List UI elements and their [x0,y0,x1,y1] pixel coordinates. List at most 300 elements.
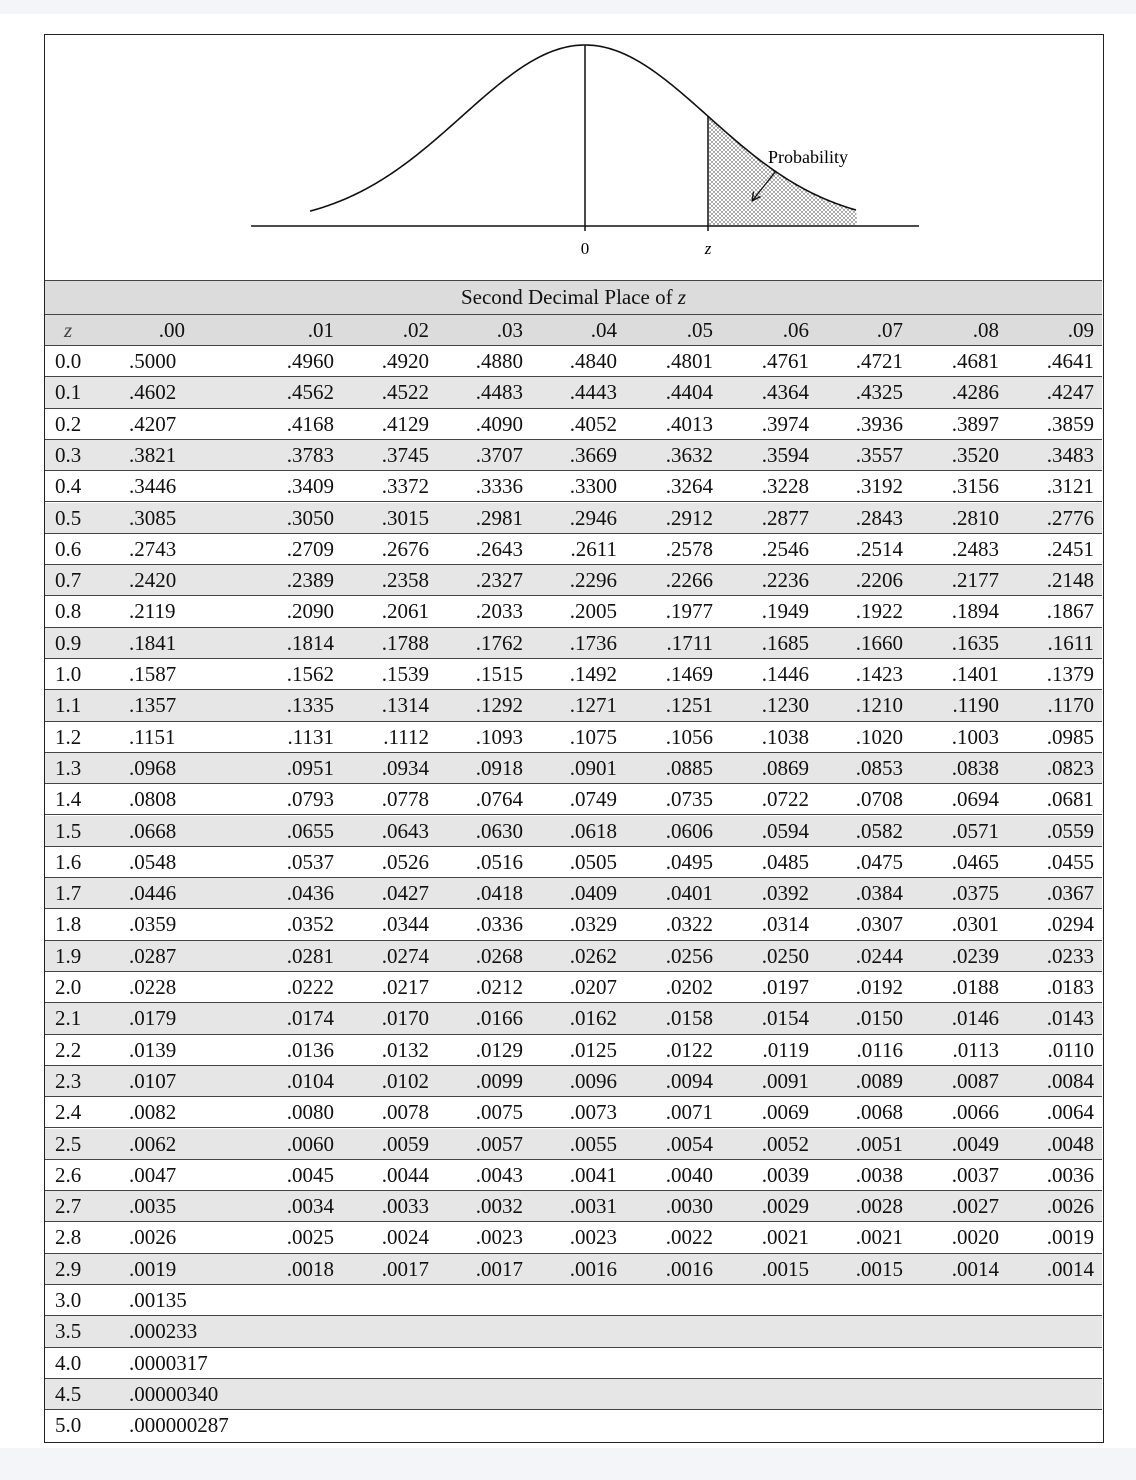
probability-cell: .0427 [381,881,429,906]
probability-cell: .0027 [951,1194,999,1219]
z-value: 2.3 [55,1068,82,1093]
probability-cell: .0808 [129,787,177,812]
z-value: 1.0 [55,662,82,686]
probability-cell: .0051 [855,1131,903,1156]
probability-cell: .0170 [381,1006,429,1031]
probability-cell: .0032 [475,1194,523,1219]
normal-curve-svg [45,35,1102,280]
z-value: 0.8 [55,599,82,624]
probability-cell: .0049 [951,1131,999,1156]
probability-cell: .1335 [286,693,334,718]
probability-cell: .0064 [1046,1100,1094,1125]
probability-cell: .0694 [951,787,999,812]
probability-cell: .0401 [665,881,713,906]
probability-cell: .0060 [286,1131,334,1156]
probability-cell: .1788 [381,630,429,655]
probability-cell: .0287 [129,943,177,968]
probability-cell: .0048 [1046,1131,1094,1156]
z-value: 3.5 [55,1319,82,1344]
probability-cell: .0594 [761,818,809,843]
probability-cell: .0495 [665,849,713,874]
z-value: 1.4 [55,787,82,812]
probability-cell: .0968 [129,755,177,780]
probability-cell: .0122 [665,1037,713,1062]
probability-cell: .0024 [381,1225,429,1250]
z-value: 5.0 [55,1413,82,1438]
probability-cell: .3632 [665,442,713,467]
probability-cell: .0764 [475,787,523,812]
probability-cell: .0091 [761,1068,809,1093]
probability-cell: .1841 [129,630,177,655]
z-value: 2.9 [55,1256,82,1281]
table-row [45,1003,1102,1034]
table-row [45,659,1102,690]
probability-cell: .1093 [475,724,523,749]
probability-cell: .0078 [381,1100,429,1125]
probability-cell: .0102 [381,1068,429,1093]
probability-cell: .2611 [570,536,617,561]
probability-cell: .0409 [569,881,617,906]
table-row [45,503,1102,534]
probability-cell: .0268 [475,943,523,968]
probability-cell: .3264 [665,474,713,499]
top-band [0,0,1136,14]
probability-cell: .4562 [286,380,334,405]
probability-cell: .1056 [665,724,713,749]
probability-cell: .0392 [761,881,809,906]
probability-cell: .0217 [381,975,429,999]
probability-cell: .4013 [665,411,713,436]
probability-cell: .0239 [951,943,999,968]
probability-cell: .2061 [381,599,429,624]
column-label: .05 [686,318,713,342]
table-row [45,1410,1102,1441]
probability-cell: .0073 [569,1100,617,1125]
probability-cell: .0139 [129,1037,177,1062]
table-row [45,784,1102,815]
probability-cell: .4325 [855,380,903,405]
probability-cell: .4721 [855,349,903,373]
probability-cell: .1867 [1046,599,1094,624]
probability-cell: .1020 [855,724,903,749]
probability-cell: .0951 [286,755,334,780]
probability-cell: .0465 [951,849,999,874]
probability-cell: .0838 [951,755,999,780]
probability-cell: .1762 [475,630,523,655]
probability-cell: .3821 [129,442,177,467]
probability-cell: .3897 [951,411,999,436]
probability-cell: .1469 [665,662,713,686]
page [0,14,1136,1448]
probability-cell: .0000317 [129,1350,208,1375]
probability-cell: .2946 [569,505,617,530]
probability-cell: .0082 [129,1100,177,1125]
probability-cell: .4641 [1046,349,1094,373]
probability-cell: .0023 [569,1225,617,1250]
table-row [45,409,1102,440]
z-value: 0.4 [55,474,82,499]
probability-cell: .0069 [761,1100,809,1125]
probability-cell: .4681 [951,349,999,373]
probability-cell: .0668 [129,818,177,843]
probability-cell: .0154 [761,1006,809,1031]
probability-cell: .2451 [1046,536,1094,561]
probability-cell: .0548 [129,849,177,874]
probability-cell: .0035 [129,1194,177,1219]
probability-cell: .2327 [475,568,523,593]
column-label: .03 [496,318,523,342]
probability-cell: .0188 [951,975,999,999]
probability-cell: .1894 [951,599,999,624]
table-row [45,1129,1102,1160]
z-value: 4.5 [55,1381,82,1406]
probability-cell: .2358 [381,568,429,593]
zero-label: 0 [580,239,590,258]
probability-cell: .0192 [855,975,903,999]
probability-cell: .5000 [129,349,177,373]
table-row [45,722,1102,753]
probability-cell: .2676 [381,536,429,561]
probability-cell: .2643 [475,536,523,561]
probability-cell: .0104 [286,1068,334,1093]
probability-cell: .3974 [761,411,809,436]
probability-cell: .0359 [129,912,177,937]
z-value: 2.4 [55,1100,82,1125]
z-value: 2.1 [55,1006,82,1031]
probability-cell: .0116 [856,1037,903,1062]
z-value: 2.2 [55,1037,82,1062]
column-labels-row [45,315,1102,346]
probability-cell: .0174 [286,1006,334,1031]
probability-cell: .0015 [761,1256,809,1281]
probability-cell: .2776 [1046,505,1094,530]
probability-cell: .3483 [1046,442,1094,467]
probability-cell: .3557 [855,442,903,467]
probability-cell: .4090 [475,411,523,436]
probability-cell: .1112 [383,724,429,749]
probability-cell: .0075 [475,1100,523,1125]
probability-cell: .0094 [665,1068,713,1093]
probability-cell: .0019 [1046,1225,1094,1250]
probability-cell: .2236 [761,568,809,593]
table-row [45,941,1102,972]
probability-cell: .0084 [1046,1068,1094,1093]
table-row [45,690,1102,721]
probability-cell: .4207 [129,411,177,436]
probability-label: Probability [768,147,848,167]
probability-cell: .0099 [475,1068,523,1093]
probability-cell: .0778 [381,787,429,812]
column-label: .00 [158,318,185,342]
probability-cell: .2743 [129,536,177,561]
z-value: 1.5 [55,818,82,843]
title-text: Second Decimal Place of [460,285,678,309]
probability-cell: .3372 [381,474,429,499]
probability-cell: .0384 [855,881,903,906]
probability-cell: .0823 [1046,755,1094,780]
probability-cell: .1075 [569,724,617,749]
probability-cell: .000000287 [129,1413,229,1438]
probability-cell: .4761 [761,349,809,373]
probability-cell: .0256 [665,943,713,968]
probability-cell: .1562 [286,662,334,686]
probability-cell: .2546 [761,536,809,561]
probability-cell: .0885 [665,755,713,780]
title-var: z [677,285,687,309]
probability-cell: .0516 [475,849,523,874]
probability-cell: .0162 [569,1006,617,1031]
probability-cell: .0250 [761,943,809,968]
probability-cell: .3050 [286,505,334,530]
probability-cell: .000233 [129,1319,198,1344]
probability-cell: .4364 [761,380,809,405]
probability-cell: .0749 [569,787,617,812]
probability-cell: .0016 [665,1256,713,1281]
probability-cell: .3409 [286,474,334,499]
probability-cell: .1151 [129,724,176,749]
probability-cell: .2981 [475,505,523,530]
probability-cell: .3192 [855,474,903,499]
z-value: 1.2 [55,724,82,749]
probability-cell: .4247 [1046,380,1094,405]
probability-cell: .0066 [951,1100,999,1125]
probability-cell: .0022 [665,1225,713,1250]
probability-cell: .0233 [1046,943,1094,968]
probability-cell: .1611 [1047,630,1094,655]
probability-cell: .0934 [381,755,429,780]
probability-cell: .0110 [1047,1037,1094,1062]
probability-cell: .1170 [1047,693,1094,718]
column-label: .06 [782,318,809,342]
probability-cell: .0344 [381,912,429,937]
probability-cell: .0630 [475,818,523,843]
probability-cell: .0329 [569,912,617,937]
probability-cell: .0418 [475,881,523,906]
table-row [45,377,1102,408]
probability-cell: .0041 [569,1162,617,1187]
probability-cell: .0030 [665,1194,713,1219]
probability-cell: .4052 [569,411,617,436]
table-row [45,909,1102,940]
table-row [45,1035,1102,1066]
probability-cell: .3594 [761,442,809,467]
probability-cell: .3156 [951,474,999,499]
z-value: 0.3 [55,442,82,467]
probability-cell: .0222 [286,975,334,999]
probability-cell: .0031 [569,1194,617,1219]
probability-cell: .00135 [129,1288,187,1312]
probability-cell: .0918 [475,755,523,780]
probability-cell: .1210 [855,693,903,718]
probability-cell: .2033 [475,599,523,624]
probability-cell: .0119 [762,1037,809,1062]
probability-cell: .0016 [569,1256,617,1281]
probability-cell: .3228 [761,474,809,499]
probability-cell: .3936 [855,411,903,436]
probability-cell: .0301 [951,912,999,937]
z-value: 1.9 [55,943,82,968]
probability-cell: .2877 [761,505,809,530]
probability-cell: .0045 [286,1162,334,1187]
table-row [45,1097,1102,1128]
table-row [45,847,1102,878]
z-value: 1.6 [55,849,82,874]
probability-cell: .0017 [475,1256,523,1281]
probability-cell: .0375 [951,881,999,906]
probability-cell: .1271 [569,693,617,718]
table-row [45,1285,1102,1316]
probability-cell: .0033 [381,1194,429,1219]
probability-cell: .4920 [381,349,429,373]
probability-cell: .1977 [665,599,713,624]
probability-cell: .0087 [951,1068,999,1093]
probability-cell: .1515 [475,662,523,686]
probability-cell: .0582 [855,818,903,843]
probability-cell: .0018 [286,1256,334,1281]
table-row [45,346,1102,377]
probability-cell: .0021 [855,1225,903,1250]
column-label: .01 [307,318,334,342]
probability-cell: .0307 [855,912,903,937]
probability-cell: .3783 [286,442,334,467]
probability-cell: .1379 [1046,662,1094,686]
probability-cell: .1292 [475,693,523,718]
probability-cell: .3520 [951,442,999,467]
probability-cell: .0853 [855,755,903,780]
probability-cell: .2177 [951,568,999,593]
probability-cell: .0037 [951,1162,999,1187]
probability-cell: .0475 [855,849,903,874]
probability-cell: .0655 [286,818,334,843]
table-row [45,596,1102,627]
probability-cell: .0643 [381,818,429,843]
z-value: 2.6 [55,1162,82,1187]
probability-cell: .4168 [286,411,334,436]
probability-cell: .0038 [855,1162,903,1187]
table-row [45,753,1102,784]
probability-cell: .2420 [129,568,177,593]
probability-cell: .0020 [951,1225,999,1250]
probability-cell: .0158 [665,1006,713,1031]
table-row [45,1348,1102,1379]
probability-cell: .0322 [665,912,713,937]
probability-cell: .0146 [951,1006,999,1031]
probability-cell: .0023 [475,1225,523,1250]
z-value: 0.2 [55,411,82,436]
probability-cell: .0014 [1046,1256,1094,1281]
z-value: 2.0 [55,975,82,999]
bottom-band [0,1448,1136,1480]
table-row [45,471,1102,502]
probability-cell: .0166 [475,1006,523,1031]
probability-cell: .2090 [286,599,334,624]
column-label: .02 [402,318,429,342]
probability-cell: .1711 [666,630,713,655]
table-row [45,816,1102,847]
probability-cell: .0202 [665,975,713,999]
probability-cell: .0436 [286,881,334,906]
probability-cell: .0281 [286,943,334,968]
probability-cell: .0708 [855,787,903,812]
probability-cell: .0125 [569,1037,617,1062]
probability-cell: .0618 [569,818,617,843]
probability-cell: .4602 [129,380,177,405]
probability-cell: .1736 [569,630,617,655]
probability-cell: .3336 [475,474,523,499]
z-value: 0.5 [55,505,82,530]
probability-cell: .2389 [286,568,334,593]
probability-cell: .2206 [855,568,903,593]
probability-cell: .0722 [761,787,809,812]
table-row [45,1066,1102,1097]
probability-cell: .4522 [381,380,429,405]
shaded-tail [708,116,857,226]
z-column-label: z [64,318,73,342]
probability-cell: .0352 [286,912,334,937]
probability-cell: .0036 [1046,1162,1094,1187]
probability-cell: .0014 [951,1256,999,1281]
probability-cell: .0113 [952,1037,999,1062]
probability-cell: .1357 [129,693,177,718]
probability-cell: .0129 [475,1037,523,1062]
probability-cell: .4840 [569,349,617,373]
probability-cell: .4880 [475,349,523,373]
table-row [45,972,1102,1003]
z-value: 0.1 [55,380,82,405]
probability-cell: .1003 [951,724,999,749]
probability-cell: .0026 [1046,1194,1094,1219]
probability-cell: .0985 [1046,724,1094,749]
column-label: .07 [876,318,903,342]
probability-cell: .2514 [855,536,903,561]
probability-cell: .0901 [569,755,617,780]
probability-cell: .1190 [952,693,999,718]
z-table [44,34,1104,1443]
probability-cell: .0212 [475,975,523,999]
probability-cell: .0793 [286,787,334,812]
probability-cell: .3121 [1046,474,1094,499]
probability-cell: .1685 [761,630,809,655]
probability-cell: .0044 [381,1162,429,1187]
probability-cell: .0143 [1046,1006,1094,1031]
probability-cell: .0294 [1046,912,1094,937]
probability-cell: .1539 [381,662,429,686]
probability-cell: .3015 [381,505,429,530]
probability-cell: .0183 [1046,975,1094,999]
probability-cell: .3300 [569,474,617,499]
probability-cell: .1314 [381,693,429,718]
probability-cell: .0043 [475,1162,523,1187]
probability-cell: .0136 [286,1037,334,1062]
probability-cell: .00000340 [129,1381,219,1406]
column-label: .08 [972,318,999,342]
probability-cell: .0505 [569,849,617,874]
probability-cell: .0197 [761,975,809,999]
probability-cell: .1251 [665,693,713,718]
probability-cell: .0034 [286,1194,334,1219]
probability-cell: .1635 [951,630,999,655]
probability-cell: .0062 [129,1131,177,1156]
probability-cell: .0571 [951,818,999,843]
table-row [45,628,1102,659]
probability-cell: .0314 [761,912,809,937]
probability-cell: .0274 [381,943,429,968]
probability-cell: .1492 [569,662,617,686]
probability-cell: .2148 [1046,568,1094,593]
probability-cell: .2483 [951,536,999,561]
probability-cell: .1922 [855,599,903,624]
z-value: 4.0 [55,1350,82,1375]
